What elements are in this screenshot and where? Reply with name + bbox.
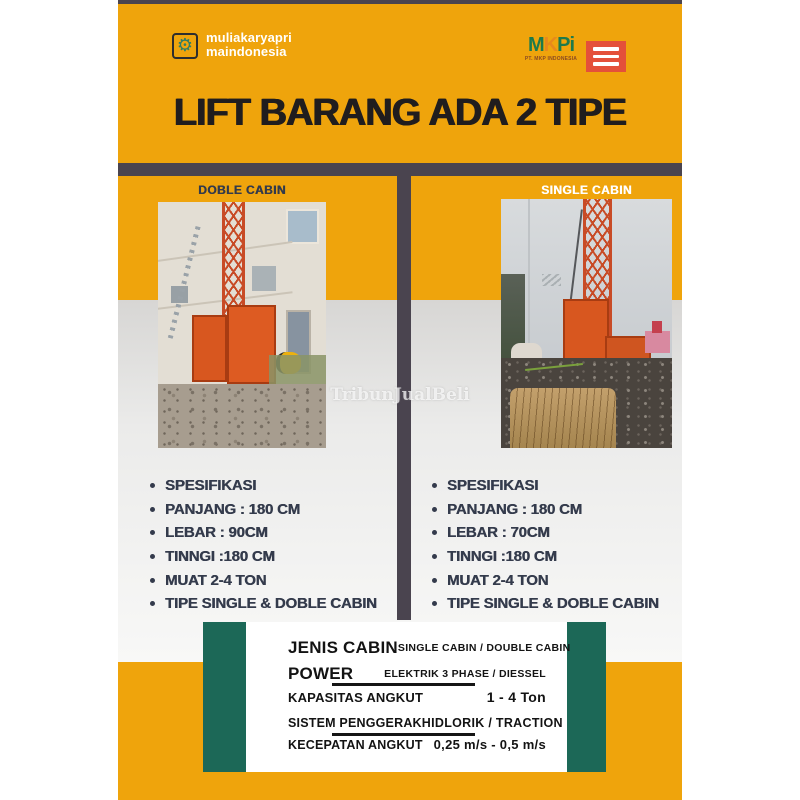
brand-line1: muliakaryapri bbox=[206, 30, 292, 45]
menu-bar bbox=[593, 55, 619, 59]
menu-bar bbox=[593, 62, 619, 66]
poster-title: LIFT BARANG ADA 2 TIPE bbox=[173, 92, 627, 134]
building-window bbox=[286, 209, 320, 243]
row-label: SISTEM PENGGERAK bbox=[288, 716, 422, 730]
row-value: 1 - 4 Ton bbox=[486, 689, 546, 705]
gear-icon: ⚙ bbox=[176, 35, 194, 56]
mkpi-wordmark: MKPi bbox=[527, 34, 575, 56]
spec-item: PANJANG : 180 CM bbox=[432, 498, 659, 522]
row-label: KECEPATAN ANGKUT bbox=[288, 737, 423, 752]
red-flag bbox=[652, 321, 662, 333]
spec-table-card bbox=[203, 622, 606, 772]
single-cabin-lift-photo bbox=[501, 199, 672, 448]
spec-item: PANJANG : 180 CM bbox=[150, 498, 377, 522]
spec-item: SPESIFIKASI bbox=[150, 474, 377, 498]
brand-logo-box bbox=[172, 33, 198, 59]
row-label: JENIS CABIN bbox=[288, 638, 398, 657]
bullet-dot bbox=[432, 530, 437, 535]
bullet-dot bbox=[150, 578, 155, 583]
mkpi-subtext: PT. MKP INDONESIA bbox=[524, 56, 578, 62]
row-label: POWER bbox=[288, 664, 354, 683]
row-value: ELEKTRIK 3 PHASE / DIESSEL bbox=[384, 668, 546, 680]
mkpi-logo bbox=[524, 35, 578, 62]
hamburger-menu-icon bbox=[586, 41, 626, 72]
column-label-doble-cabin: DOBLE CABIN bbox=[198, 183, 286, 197]
rubble-ground bbox=[158, 384, 326, 448]
wall-corner-line bbox=[528, 199, 530, 353]
spec-list-single-cabin bbox=[432, 474, 659, 616]
table-row bbox=[288, 664, 546, 684]
menu-bar bbox=[593, 47, 619, 51]
table-row bbox=[288, 737, 546, 752]
tribunjualbeli-watermark: TribunJualBeli bbox=[330, 385, 470, 405]
spec-item: TIPE SINGLE & DOBLE CABIN bbox=[432, 592, 659, 616]
brand-line2: maindonesia bbox=[206, 43, 287, 59]
bullet-dot bbox=[150, 483, 155, 488]
bullet-dot bbox=[432, 483, 437, 488]
row-value: SINGLE CABIN / DOUBLE CABIN bbox=[397, 642, 571, 654]
table-row bbox=[288, 716, 563, 730]
bullet-dot bbox=[150, 601, 155, 606]
pink-equipment bbox=[645, 331, 671, 353]
cabin-box-1 bbox=[192, 315, 227, 381]
row-label: KAPASITAS ANGKUT bbox=[288, 689, 424, 705]
bullet-dot bbox=[432, 554, 437, 559]
spec-item: LEBAR : 70CM bbox=[432, 521, 659, 545]
spec-list-doble-cabin bbox=[150, 474, 377, 616]
spec-item: MUAT 2-4 TON bbox=[432, 568, 659, 592]
table-row bbox=[288, 638, 571, 658]
row-value: HIDLORIK / TRACTION bbox=[421, 716, 563, 730]
bullet-dot bbox=[432, 507, 437, 512]
spec-item: TIPE SINGLE & DOBLE CABIN bbox=[150, 592, 377, 616]
cardboard-pile bbox=[510, 388, 616, 448]
dark-horizontal-band bbox=[118, 163, 682, 176]
bullet-dot bbox=[150, 530, 155, 535]
spec-table-inner bbox=[246, 622, 571, 772]
bullet-dot bbox=[432, 601, 437, 606]
ac-unit bbox=[252, 266, 276, 291]
spec-item: SPESIFIKASI bbox=[432, 474, 659, 498]
spec-item: TINNGI :180 CM bbox=[150, 545, 377, 569]
table-divider-line bbox=[332, 683, 475, 686]
spec-item: MUAT 2-4 TON bbox=[150, 568, 377, 592]
spec-item: LEBAR : 90CM bbox=[150, 521, 377, 545]
double-cabin-lift-photo bbox=[158, 202, 326, 448]
wall-vent bbox=[542, 274, 561, 286]
table-divider-line bbox=[332, 733, 475, 736]
column-label-single-cabin: SINGLE CABIN bbox=[541, 183, 632, 197]
brand-name bbox=[206, 31, 292, 58]
bullet-dot bbox=[150, 507, 155, 512]
poster bbox=[118, 0, 682, 800]
bullet-dot bbox=[432, 578, 437, 583]
table-row bbox=[288, 689, 546, 705]
grass-patch bbox=[269, 355, 326, 387]
row-value: 0,25 m/s - 0,5 m/s bbox=[433, 737, 546, 752]
spec-item: TINNGI :180 CM bbox=[432, 545, 659, 569]
bullet-dot bbox=[150, 554, 155, 559]
